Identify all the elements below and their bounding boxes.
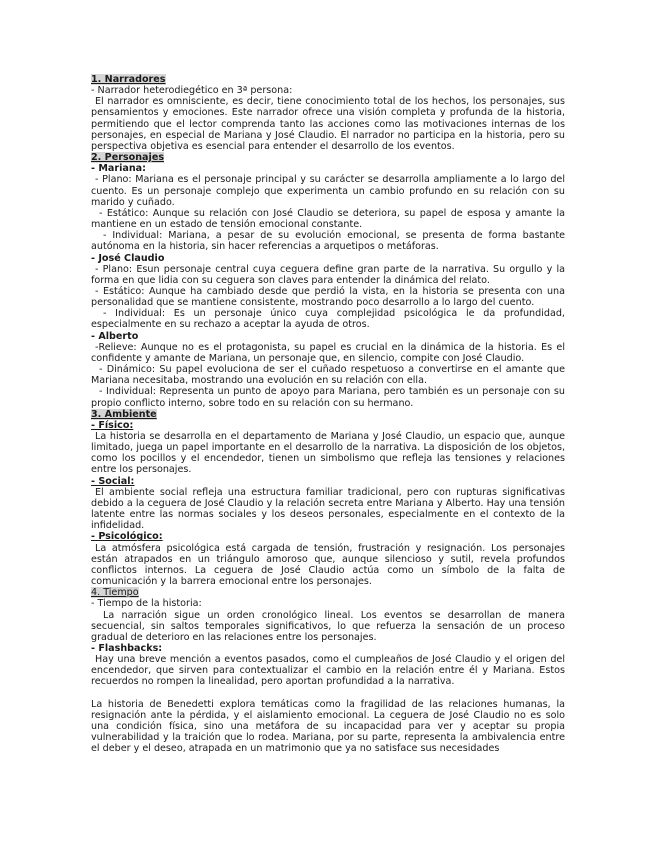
tiempo-historia-text: La narración sigue un orden cronológico lineal. Los eventos se desarrollan de manera secuencial, sin saltos temporales significativos, lo que refuerza la sensación de un proceso gradual de deterioro en las relaciones entre los personajes.	[91, 609, 565, 643]
ambiente-social-label	[91, 476, 565, 487]
jose-individual: - Individual: Es un personaje único cuya complejidad psicológica le da profundidad, especialmente en su rechazo a aceptar la ayuda de otros.	[91, 308, 565, 331]
ambiente-social-text: El ambiente social refleja una estructura familiar tradicional, pero con rupturas significativas debido a la ceguera de José Claudio y la relación secreta entre Mariana y Alberto. Hay una tensión latente entre las normas sociales y los deseos personales, especialmente en el contexto de la infidelidad.	[91, 486, 565, 532]
ambiente-social-label-text: - Social:	[91, 475, 135, 487]
section-heading-narradores: 1. Narradores	[91, 74, 166, 85]
section-personajes	[91, 152, 565, 163]
closing-paragraph: La historia de Benedetti explora temáticas como la fragilidad de las relaciones humanas, la resignación ante la pérdida, y el aislamiento emocional. La ceguera de José Claudio no es solo una condición física, sino una metáfora de su incapacidad para ver y aceptar su propia vulnerabilidad y la traición que lo rodea. Mariana, por su parte, representa la ambivalencia entre el deber y el deseo, atrapada en un matrimonio que ya no satisface sus necesidades	[91, 698, 565, 755]
section-ambiente	[91, 409, 565, 420]
ambiente-fisico-label-text: - Físico:	[91, 419, 134, 431]
ambiente-psicologico-label	[91, 531, 565, 542]
narrator-description: El narrador es omnisciente, es decir, tiene conocimiento total de los hechos, los personajes, sus pensamientos y emociones. Este narrador ofrece una visión completa y profunda de la historia, permitiendo que el lector comprenda tanto las acciones como las motivaciones internas de los personajes, en especial de Mariana y José Claudio. El narrador no participa en la historia, pero su perspectiva objetiva es esencial para entender el desarrollo de los eventos.	[91, 96, 565, 152]
section-heading-ambiente: 3. Ambiente	[91, 408, 157, 420]
character-name-jose: - José Claudio	[91, 252, 165, 264]
document-page	[91, 74, 565, 754]
mariana-individual: - Individual: Mariana, a pesar de su evolución emocional, se presenta de forma bastante autónoma en la historia, sin hacer referencias a arquetipos o metáforas.	[91, 230, 565, 253]
ambiente-fisico-label	[91, 420, 565, 431]
section-tiempo	[91, 587, 565, 598]
ambiente-psicologico-text: La atmósfera psicológica está cargada de tensión, frustración y resignación. Los personajes están atrapados en un triángulo amoroso que, aunque silencioso y sutil, revela profundos conflictos internos. La ceguera de José Claudio actúa como un símbolo de la falta de comunicación y la barrera emocional entre los personajes.	[91, 542, 565, 588]
mariana-estatico: - Estático: Aunque su relación con José Claudio se deteriora, su papel de esposa y amante la mantiene en un estado de tensión emocional constante.	[91, 207, 565, 231]
tiempo-flashbacks-text: Hay una breve mención a eventos pasados, como el cumpleaños de José Claudio y el origen del encendedor, que sirven para contextualizar el cambio en la relación entre él y Mariana. Estos recuerdos no rompen la linealidad, pero aportan profundidad a la narrativa.	[91, 654, 565, 688]
section-heading-tiempo: 4. Tiempo	[91, 587, 139, 599]
section-narradores	[91, 74, 565, 85]
ambiente-psicologico-label-text: - Psicológico:	[91, 531, 163, 543]
alberto-dinamico: - Dinámico: Su papel evoluciona de ser el cuñado respetuoso a convertirse en el amante que Mariana necesitaba, mostrando una evolución en su relación con ella.	[91, 364, 565, 387]
character-name-mariana: - Mariana:	[91, 163, 146, 175]
section-heading-personajes: 2. Personajes	[91, 152, 165, 164]
paragraph-gap	[91, 688, 565, 699]
tiempo-historia-label: - Tiempo de la historia:	[91, 598, 202, 610]
tiempo-flashbacks-label: - Flashbacks:	[91, 642, 163, 654]
alberto-individual: - Individual: Representa un punto de apoyo para Mariana, pero también es un personaje con su propio conflicto interno, sobre todo en su relación con su hermano.	[91, 386, 565, 409]
character-name-alberto: - Alberto	[91, 330, 139, 342]
alberto-relieve: -Relieve: Aunque no es el protagonista, su papel es crucial en la dinámica de la historia. Es el confidente y amante de Mariana, un personaje que, en silencio, compite con José Claudio.	[91, 341, 565, 364]
jose-plano: - Plano: Esun personaje central cuya ceguera define gran parte de la narrativa. Su orgullo y la forma en que lidia con su ceguera son claves para entender la dinámica del relato.	[91, 263, 565, 286]
narrator-type: - Narrador heterodiegético en 3ª persona:	[91, 85, 293, 97]
mariana-plano: - Plano: Mariana es el personaje principal y su carácter se desarrolla ampliamente a lo largo del cuento. Es un personaje complejo que experimenta un cambio profundo en su relación con su marido y cuñado.	[91, 174, 565, 208]
ambiente-fisico-text: La historia se desarrolla en el departamento de Mariana y José Claudio, un espacio que, aunque limitado, juega un papel importante en el desarrollo de la narrativa. La disposición de los objetos, como los pocillos y el encendedor, tienen un simbolismo que refleja las tensiones y relaciones entre los personajes.	[91, 431, 565, 476]
jose-estatico: - Estático: Aunque ha cambiado desde que perdió la vista, en la historia se presenta con una personalidad que se mantiene consistente, mostrando poco desarrollo a lo largo del cuento.	[91, 285, 565, 309]
